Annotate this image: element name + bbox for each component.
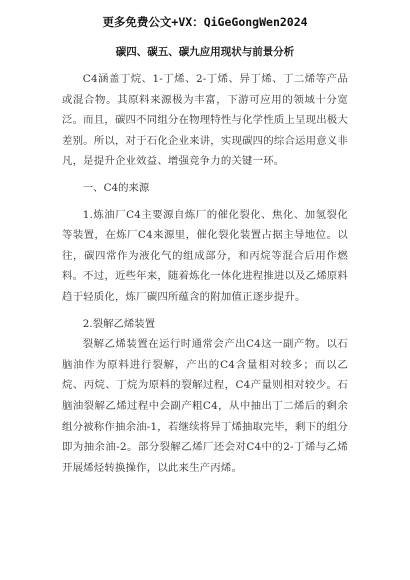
cracking-paragraph: 裂解乙烯装置在运行时通常会产出C4这一副产物。以石脑油作为原料进行裂解，产出的C4含量相对较多；而以乙烷、丙烷、丁烷为原料的裂解过程，C4产量则相对较少。石脑油裂解乙烯过程中会副产粗C4，从中抽出丁二烯后的剩余组分被称作抽余油-1，若继续将异丁烯抽取完毕，剩下的组分即为抽余油-2。部分裂解乙烯厂还会对C4中的2-丁烯与乙烯开展烯烃转换操作，以此来生产丙烯。: [62, 338, 348, 474]
document-title: 碳四、碳五、碳九应用现状与前景分析: [115, 46, 295, 58]
section-heading-c4-source: 一、C4的来源: [82, 181, 150, 194]
refinery-paragraph: 1.炼油厂C4主要源自炼厂的催化裂化、焦化、加氢裂化等装置，在炼厂C4来源里，催化裂化装置占据主导地位。以往，碳四常作为液化气的组成部分，和丙烷等混合后用作燃料。不过，近些年来，随着炼化一体化进程推进以及乙烯原料趋于轻质化，炼厂碳四所蕴含的附加值正逐步提升。: [62, 208, 348, 303]
intro-paragraph: C4涵盖丁烷、1-丁烯、2-丁烯、异丁烯、丁二烯等产品或混合物。其原料来源极为丰富，下游可应用的领域十分宽泛。而且，碳四不同组分在物理特性与化学性质上呈现出极大差别。所以，对于石化企业来讲，实现碳四的综合运用意义非凡，是提升企业效益、增强竞争力的关键一环。: [62, 73, 348, 168]
watermark-header: 更多免费公文+VX：QiGeGongWen2024: [102, 15, 308, 29]
subsection-heading-cracking: 2.裂解乙烯装置: [82, 317, 156, 330]
